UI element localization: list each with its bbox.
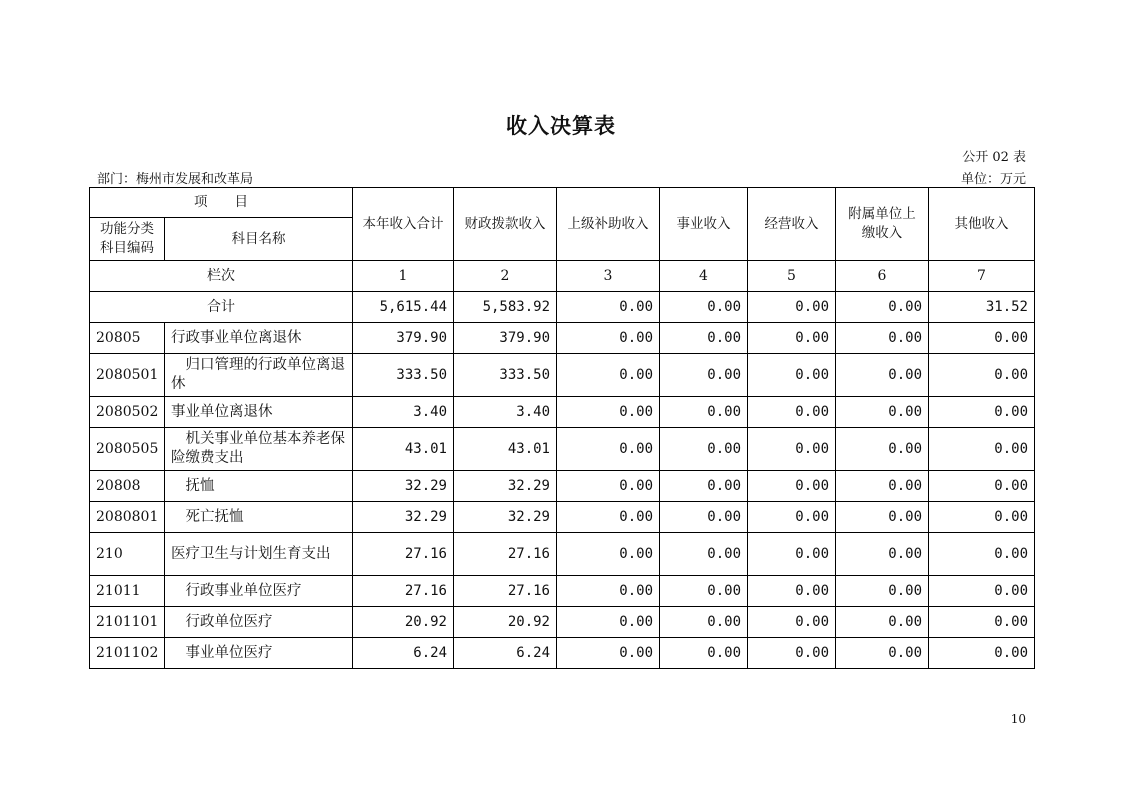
value-cell: 0.00 [748, 576, 836, 607]
func-code-cell: 2101101 [90, 607, 165, 638]
value-cell: 3.40 [454, 397, 557, 428]
department-label: 部门：梅州市发展和改革局 [97, 172, 254, 187]
func-code-cell: 210 [90, 533, 165, 576]
table-row [90, 354, 1035, 397]
total-row [90, 292, 1035, 323]
table-row [90, 397, 1035, 428]
value-cell: 0.00 [836, 607, 929, 638]
value-cell: 0.00 [929, 323, 1035, 354]
col-header-superior: 上级补助收入 [557, 188, 660, 261]
column-number: 2 [454, 261, 557, 292]
value-cell: 0.00 [557, 397, 660, 428]
value-cell: 32.29 [454, 502, 557, 533]
col-header-total: 本年收入合计 [353, 188, 454, 261]
subject-name-cell: 事业单位离退休 [165, 397, 353, 428]
value-cell: 0.00 [557, 502, 660, 533]
subject-name-cell: 机关事业单位基本养老保险缴费支出 [165, 428, 353, 471]
func-code-cell: 2080801 [90, 502, 165, 533]
column-number: 1 [353, 261, 454, 292]
value-cell: 27.16 [353, 533, 454, 576]
subject-name-header: 科目名称 [165, 218, 353, 261]
subject-name-cell: 行政事业单位离退休 [165, 323, 353, 354]
value-cell: 0.00 [929, 576, 1035, 607]
subject-name-cell: 死亡抚恤 [165, 502, 353, 533]
value-cell: 0.00 [748, 354, 836, 397]
total-label: 合计 [90, 292, 353, 323]
column-number: 5 [748, 261, 836, 292]
value-cell: 0.00 [836, 397, 929, 428]
page-title: 收入决算表 [506, 113, 616, 138]
col-header-affiliated: 附属单位上缴收入 [836, 188, 929, 261]
value-cell: 0.00 [929, 533, 1035, 576]
value-cell: 0.00 [748, 502, 836, 533]
value-cell: 0.00 [557, 471, 660, 502]
value-cell: 0.00 [660, 607, 748, 638]
value-cell: 0.00 [836, 638, 929, 669]
column-number: 3 [557, 261, 660, 292]
column-number-row [90, 261, 1035, 292]
value-cell: 0.00 [836, 323, 929, 354]
subject-name-cell: 行政单位医疗 [165, 607, 353, 638]
col-header-fiscal: 财政拨款收入 [454, 188, 557, 261]
value-cell: 379.90 [353, 323, 454, 354]
value-cell: 0.00 [660, 576, 748, 607]
func-code-cell: 2101102 [90, 638, 165, 669]
table-row [90, 533, 1035, 576]
col-header-other: 其他收入 [929, 188, 1035, 261]
value-cell: 0.00 [929, 397, 1035, 428]
value-cell: 0.00 [557, 428, 660, 471]
value-cell: 0.00 [557, 323, 660, 354]
subject-name-cell: 医疗卫生与计划生育支出 [165, 533, 353, 576]
value-cell: 32.29 [454, 471, 557, 502]
subject-name-cell: 抚恤 [165, 471, 353, 502]
value-cell: 3.40 [353, 397, 454, 428]
total-value: 5,615.44 [353, 292, 454, 323]
subject-name-cell: 行政事业单位医疗 [165, 576, 353, 607]
total-value: 0.00 [660, 292, 748, 323]
value-cell: 0.00 [557, 533, 660, 576]
value-cell: 0.00 [557, 354, 660, 397]
value-cell: 333.50 [454, 354, 557, 397]
value-cell: 0.00 [660, 638, 748, 669]
subject-name-cell: 归口管理的行政单位离退休 [165, 354, 353, 397]
value-cell: 6.24 [353, 638, 454, 669]
value-cell: 0.00 [836, 502, 929, 533]
table-row [90, 428, 1035, 471]
value-cell: 0.00 [748, 397, 836, 428]
value-cell: 0.00 [836, 576, 929, 607]
func-code-cell: 2080502 [90, 397, 165, 428]
total-value: 0.00 [836, 292, 929, 323]
func-code-header: 功能分类科目编码 [90, 218, 165, 261]
value-cell: 0.00 [660, 502, 748, 533]
value-cell: 0.00 [836, 533, 929, 576]
func-code-cell: 2080501 [90, 354, 165, 397]
value-cell: 27.16 [454, 576, 557, 607]
value-cell: 0.00 [748, 533, 836, 576]
total-value: 0.00 [748, 292, 836, 323]
value-cell: 0.00 [836, 471, 929, 502]
value-cell: 0.00 [557, 638, 660, 669]
value-cell: 0.00 [929, 471, 1035, 502]
func-code-cell: 20808 [90, 471, 165, 502]
value-cell: 0.00 [929, 607, 1035, 638]
value-cell: 0.00 [660, 323, 748, 354]
value-cell: 0.00 [748, 471, 836, 502]
value-cell: 0.00 [929, 502, 1035, 533]
value-cell: 27.16 [454, 533, 557, 576]
col-header-business: 事业收入 [660, 188, 748, 261]
value-cell: 0.00 [660, 354, 748, 397]
subject-name-cell: 事业单位医疗 [165, 638, 353, 669]
value-cell: 20.92 [454, 607, 557, 638]
value-cell: 0.00 [929, 638, 1035, 669]
row-label: 栏次 [90, 261, 353, 292]
value-cell: 0.00 [748, 638, 836, 669]
value-cell: 20.92 [353, 607, 454, 638]
value-cell: 0.00 [929, 428, 1035, 471]
table-row [90, 576, 1035, 607]
total-value: 5,583.92 [454, 292, 557, 323]
value-cell: 32.29 [353, 502, 454, 533]
form-number: 公开 02 表 [962, 150, 1026, 165]
value-cell: 0.00 [660, 397, 748, 428]
column-number: 7 [929, 261, 1035, 292]
value-cell: 0.00 [660, 428, 748, 471]
total-value: 31.52 [929, 292, 1035, 323]
column-number: 4 [660, 261, 748, 292]
value-cell: 0.00 [557, 576, 660, 607]
value-cell: 0.00 [557, 607, 660, 638]
page-number: 10 [1010, 712, 1026, 726]
value-cell: 0.00 [836, 354, 929, 397]
value-cell: 379.90 [454, 323, 557, 354]
table-row [90, 323, 1035, 354]
table-row [90, 502, 1035, 533]
value-cell: 32.29 [353, 471, 454, 502]
value-cell: 6.24 [454, 638, 557, 669]
column-number: 6 [836, 261, 929, 292]
value-cell: 0.00 [836, 428, 929, 471]
value-cell: 27.16 [353, 576, 454, 607]
func-code-cell: 2080505 [90, 428, 165, 471]
value-cell: 0.00 [660, 471, 748, 502]
value-cell: 0.00 [748, 428, 836, 471]
total-value: 0.00 [557, 292, 660, 323]
value-cell: 43.01 [353, 428, 454, 471]
table-row [90, 607, 1035, 638]
project-header: 项 目 [90, 188, 353, 218]
func-code-cell: 21011 [90, 576, 165, 607]
value-cell: 43.01 [454, 428, 557, 471]
unit-label: 单位：万元 [960, 172, 1026, 187]
value-cell: 0.00 [748, 607, 836, 638]
table-row [90, 638, 1035, 669]
income-table [89, 187, 1035, 669]
func-code-cell: 20805 [90, 323, 165, 354]
table-row [90, 471, 1035, 502]
col-header-operating: 经营收入 [748, 188, 836, 261]
value-cell: 0.00 [929, 354, 1035, 397]
value-cell: 0.00 [660, 533, 748, 576]
value-cell: 0.00 [748, 323, 836, 354]
value-cell: 333.50 [353, 354, 454, 397]
